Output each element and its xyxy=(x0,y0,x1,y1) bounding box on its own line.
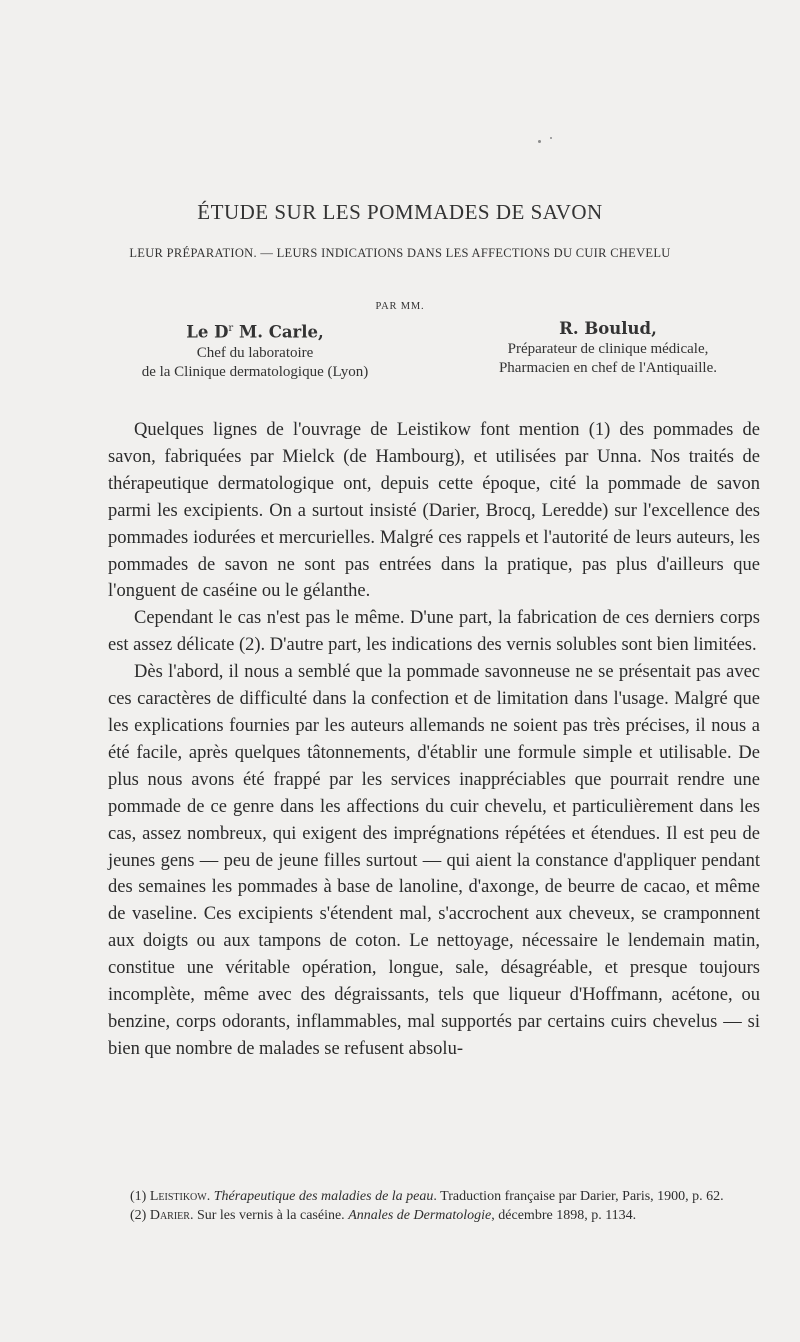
body-paragraph: Cependant le cas n'est pas le même. D'une part, la fabrication de ces derniers corps est assez délicate (2). D'autre part, les indications des vernis solubles sont bien limitées. xyxy=(108,608,760,656)
author-carle xyxy=(105,318,405,382)
article-subtitle: LEUR PRÉPARATION. — LEURS INDICATIONS DANS LES AFFECTIONS DU CUIR CHEVELU xyxy=(129,246,671,260)
body-paragraph: Quelques lignes de l'ouvrage de Leistikow font mention (1) des pommades de savon, fabriquées par Mielck (de Hambourg), et utilisées par Unna. Nos traités de thérapeutique dermatologique ont, depuis cette époque, cité la pommade de savon parmi les excipients. On a surtout insisté (Darier, Brocq, Leredde) sur l'excellence des pommades iodurées et mercurielles. Malgré ces rappels et l'autorité de leurs auteurs, les pommades de savon ne sont pas entrées dans la pratique, pas plus d'ailleurs que l'onguent de caséine ou le gélanthe. xyxy=(108,420,760,602)
authors-intro: PAR MM. xyxy=(375,301,425,312)
article-title: ÉTUDE SUR LES POMMADES DE SAVON xyxy=(197,200,603,224)
author-affiliation: Chef du laboratoire xyxy=(196,344,314,361)
author-name: Le $D^r$ M. Carle, xyxy=(186,322,324,342)
footnote-1: (1) Leistikow. Thérapeutique des maladies de la peau. Traduction française par Darier, Paris, 1900, p. 62. xyxy=(130,1189,724,1204)
author-name: R. Boulud, xyxy=(559,319,657,338)
ink-speck xyxy=(550,137,552,139)
footnotes xyxy=(108,1188,763,1225)
body-paragraph: Dès l'abord, il nous a semblé que la pommade savonneuse ne se présentait pas avec ces caractères de difficulté dans la confection et de limitation dans l'usage. Malgré que les explications fournies par les auteurs allemands ne soient pas très précises, il nous a été facile, après quelques tâtonnements, d'établir une formule simple et utilisable. De plus nous avons été frappé par les services inappréciables que pourrait rendre une pommade de ce genre dans les affections du cuir chevelu, et particulièrement dans les cas, assez nombreux, qui exigent des imprégnations répétées et étendues. Il est peu de jeunes gens — peu de jeune filles surtout — qui aient la constance d'appliquer pendant des semaines les pommades à base de lanoline, d'axonge, de beurre de cacao, et même de vaseline. Ces excipients s'étendent mal, s'accrochent aux cheveux, se cramponnent aux doigts ou aux tampons de coton. Le nettoyage, nécessaire le lendemain matin, constitue une véritable opération, longue, sale, désagréable, et presque toujours incomplète, même avec des dégraissants, tels que liqueur d'Hoffmann, acétone, ou benzine, corps odorants, inflammables, mal supportés par certains cuirs chevelus — si bien que nombre de malades se refusent absolu- xyxy=(108,662,760,1059)
author-affiliation: de la Clinique dermatologique (Lyon) xyxy=(141,363,369,380)
author-affiliation: Pharmacien en chef de l'Antiquaille. xyxy=(498,360,718,376)
ink-speck xyxy=(538,140,541,143)
author-affiliation: Préparateur de clinique médicale, xyxy=(507,341,709,357)
author-boulud xyxy=(438,318,778,378)
article-body xyxy=(108,417,760,1063)
footnote-2: (2) Darier. Sur les vernis à la caséine. Annales de Dermatologie, décembre 1898, p. 1134. xyxy=(130,1207,637,1223)
